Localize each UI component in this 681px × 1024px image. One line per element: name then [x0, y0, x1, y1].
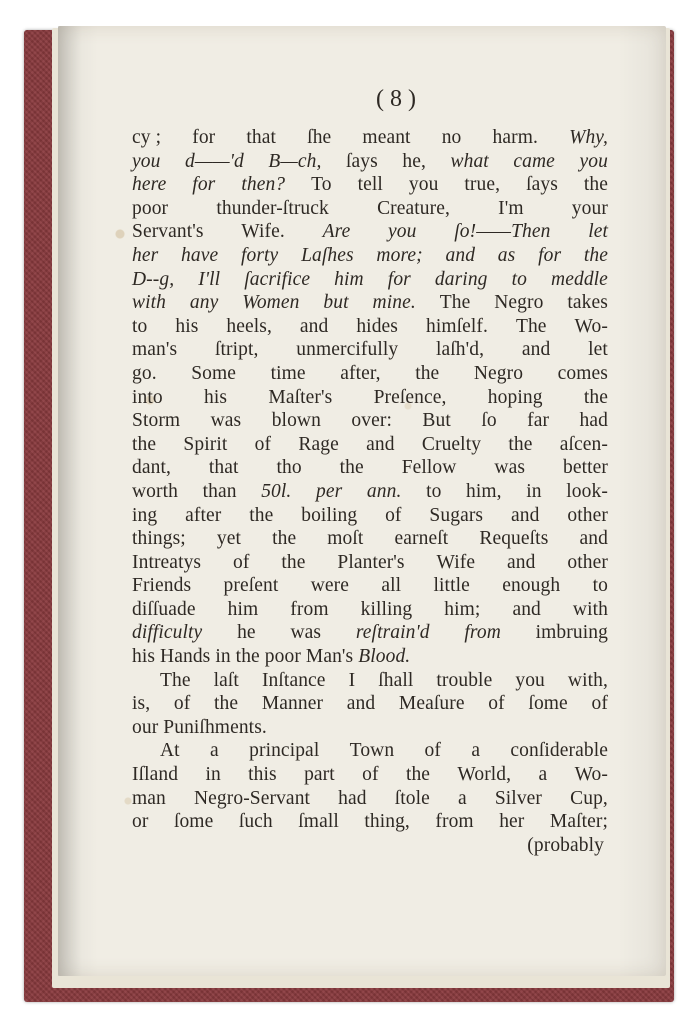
- word: comes: [557, 362, 608, 384]
- word: Spirit: [183, 433, 228, 455]
- italic-word: mine.: [372, 292, 416, 314]
- word: a: [457, 787, 467, 809]
- word: a: [210, 740, 219, 762]
- word: his: [204, 386, 228, 408]
- italic-word: from: [464, 622, 501, 644]
- italic-word: you: [132, 150, 161, 172]
- text-line: [132, 551, 608, 575]
- word: of: [362, 764, 379, 786]
- word: earneſt: [394, 528, 449, 550]
- word: the: [214, 693, 239, 715]
- word: this: [248, 764, 277, 786]
- italic-word: Are: [322, 221, 351, 243]
- word: that: [246, 127, 277, 148]
- word: of: [173, 693, 191, 715]
- word: no: [441, 127, 462, 148]
- italic-word: the: [583, 244, 608, 266]
- word: Negro: [494, 292, 544, 314]
- word: ſmall: [298, 811, 339, 833]
- italic-word: with: [132, 292, 166, 314]
- text-line: [132, 669, 608, 693]
- word: to: [592, 575, 608, 597]
- word: Wife: [436, 551, 476, 573]
- word: Fellow: [401, 457, 457, 479]
- text-line: [132, 763, 608, 787]
- text-line: [132, 126, 608, 150]
- word: ſhe: [307, 127, 332, 148]
- word: Town: [349, 740, 395, 762]
- word: ſome: [173, 811, 214, 833]
- italic-word: Why,: [569, 127, 608, 148]
- word: a: [471, 740, 481, 762]
- word: Negro: [473, 362, 524, 384]
- italic-word: meddle: [551, 268, 608, 290]
- italic-word: you: [388, 221, 417, 243]
- text-line: [132, 810, 608, 834]
- word: her: [499, 811, 525, 833]
- word: he: [237, 622, 256, 644]
- text-line: [132, 527, 608, 551]
- italic-word: B—ch,: [268, 150, 322, 172]
- word: laſt: [213, 669, 239, 691]
- text-line: [132, 645, 608, 669]
- text-line: [132, 739, 608, 763]
- word: to: [426, 480, 442, 502]
- word: and: [579, 528, 608, 550]
- word: and: [346, 693, 376, 715]
- text-line: [132, 220, 608, 244]
- word: tell: [357, 174, 383, 196]
- word: ſays: [526, 174, 558, 196]
- word: or: [132, 811, 149, 833]
- italic-word: Blood.: [353, 646, 411, 668]
- word: takes: [567, 292, 608, 314]
- word: Requeſts: [479, 528, 549, 550]
- italic-word: more;: [376, 244, 423, 266]
- italic-word: but: [323, 292, 349, 314]
- word: boiling: [301, 504, 358, 526]
- word: Preſence,: [373, 386, 447, 408]
- word: other: [567, 504, 608, 526]
- word: had: [338, 787, 367, 809]
- text-line: [132, 197, 608, 221]
- word: the: [281, 551, 306, 573]
- word: that: [208, 457, 239, 479]
- italic-word: ann.: [366, 480, 402, 502]
- word: thing,: [364, 811, 410, 833]
- word: better: [562, 457, 608, 479]
- word: man's: [132, 339, 178, 361]
- word: Intreatys: [132, 551, 202, 573]
- word: him;: [444, 598, 481, 620]
- text-line: [132, 386, 608, 410]
- page-number: ( 8 ): [376, 86, 416, 112]
- word: blown: [271, 410, 321, 432]
- word: was: [290, 622, 322, 644]
- word: than: [202, 480, 237, 502]
- text-line: [132, 291, 608, 315]
- word: was: [210, 410, 242, 432]
- word: into: [132, 386, 163, 408]
- word: the: [415, 362, 440, 384]
- word: enough: [502, 575, 561, 597]
- word: ſays: [346, 150, 378, 172]
- word: for: [192, 127, 216, 148]
- text-line: [132, 268, 608, 292]
- word: true,: [464, 174, 501, 196]
- text-line: [132, 150, 608, 174]
- word: his: [175, 315, 199, 337]
- text-line: [132, 244, 608, 268]
- word: Meaſure: [398, 693, 465, 715]
- word: Maſter's: [268, 386, 333, 408]
- word: Some: [191, 362, 237, 384]
- word: things;: [132, 528, 186, 550]
- word: The: [439, 292, 471, 314]
- italic-word: Laſhes: [301, 244, 354, 266]
- text-line: [132, 621, 608, 645]
- text-line: [132, 480, 608, 504]
- italic-word: him: [334, 268, 364, 290]
- word: all: [381, 575, 402, 597]
- word: our Puniſhments.: [132, 716, 267, 738]
- word: I'm: [498, 197, 524, 219]
- word: Cruelty: [421, 433, 482, 455]
- word: tho: [276, 457, 302, 479]
- word: diſſuade: [132, 598, 196, 620]
- word: Servant's: [132, 221, 204, 243]
- word: worth: [132, 480, 178, 502]
- word: thunder-ſtruck: [216, 197, 329, 219]
- word: of: [233, 551, 250, 573]
- word: ing: [132, 504, 158, 526]
- text-line: [132, 409, 608, 433]
- italic-word: ſacrifice: [244, 268, 311, 290]
- word: little: [433, 575, 470, 597]
- word: in: [205, 764, 221, 786]
- word: and: [299, 315, 329, 337]
- word: was: [494, 457, 526, 479]
- italic-word: d——'d: [185, 150, 244, 172]
- word: harm.: [492, 127, 538, 148]
- word: aſcen-: [559, 433, 608, 455]
- word: hoping: [487, 386, 543, 408]
- italic-word: per: [316, 480, 343, 502]
- page-text: [132, 126, 608, 857]
- italic-word: for: [538, 244, 562, 266]
- word: you: [408, 174, 439, 196]
- italic-word: I'll: [198, 268, 221, 290]
- text-line: [132, 504, 608, 528]
- word: Rage: [298, 433, 339, 455]
- word: the: [583, 386, 608, 408]
- word: trouble: [436, 669, 493, 691]
- word: laſh'd,: [436, 339, 485, 361]
- word: Negro-Servant: [193, 787, 311, 809]
- italic-word: reſtrain'd: [355, 622, 430, 644]
- word: let: [588, 339, 608, 361]
- word: Wife.: [241, 221, 285, 243]
- word: had: [579, 410, 608, 432]
- text-line: [132, 598, 608, 622]
- word: of: [254, 433, 272, 455]
- italic-word: difficulty: [132, 622, 203, 644]
- word: of: [591, 693, 608, 715]
- word: look-: [566, 480, 608, 502]
- word: imbruing: [535, 622, 608, 644]
- word: ſtole: [394, 787, 430, 809]
- italic-word: 50l.: [261, 480, 292, 502]
- italic-word: here: [132, 174, 167, 196]
- word: At: [160, 740, 180, 762]
- italic-word: what: [450, 150, 489, 172]
- word: conſiderable: [510, 740, 608, 762]
- word: poor: [132, 197, 169, 219]
- word: meant: [362, 127, 411, 148]
- word: of: [385, 504, 402, 526]
- italic-word: and: [445, 244, 476, 266]
- word: To: [311, 174, 332, 196]
- word: the: [249, 504, 274, 526]
- word: after,: [340, 362, 381, 384]
- word: Manner: [261, 693, 324, 715]
- italic-word: came: [513, 150, 555, 172]
- word: were: [310, 575, 350, 597]
- word: Storm: [132, 410, 181, 432]
- word: preſent: [223, 575, 279, 597]
- word: the: [272, 528, 297, 550]
- word: and: [366, 433, 395, 455]
- word: Iſland: [132, 764, 179, 786]
- word: with,: [567, 669, 608, 691]
- text-line: [132, 433, 608, 457]
- text-line: [132, 716, 608, 740]
- word: killing: [360, 598, 413, 620]
- word: you: [515, 669, 545, 691]
- word: ſtript,: [214, 339, 259, 361]
- italic-word: forty: [240, 244, 279, 266]
- word: and: [511, 504, 540, 526]
- italic-word: daring: [434, 268, 488, 290]
- word: I: [348, 669, 356, 691]
- word: he,: [402, 150, 426, 172]
- word: the: [508, 433, 533, 455]
- word: your: [571, 197, 608, 219]
- word: the: [405, 764, 431, 786]
- word: hides: [356, 315, 398, 337]
- word: from: [435, 811, 474, 833]
- word: to: [132, 315, 148, 337]
- word: ſuch: [238, 811, 273, 833]
- word: ſome: [528, 693, 568, 715]
- word: Friends: [132, 575, 192, 597]
- italic-word: D--g,: [132, 268, 175, 290]
- word: Wo-: [574, 764, 608, 786]
- word: Cup,: [570, 787, 608, 809]
- word: with: [572, 598, 608, 620]
- italic-word: then?: [241, 174, 286, 196]
- word: Creature,: [377, 197, 450, 219]
- word: moſt: [327, 528, 364, 550]
- italic-word: for: [192, 174, 216, 196]
- text-line: [132, 574, 608, 598]
- word: is,: [132, 693, 151, 715]
- word: cy ;: [132, 127, 162, 148]
- word: and: [507, 551, 536, 573]
- word: after: [185, 504, 222, 526]
- word: Silver: [494, 787, 543, 809]
- text-line: [132, 787, 608, 811]
- word: his Hands in the poor Man's: [132, 646, 354, 668]
- word: Inſtance: [261, 669, 326, 691]
- italic-word: Women: [242, 292, 300, 314]
- word: a: [538, 764, 548, 786]
- word: him: [227, 598, 259, 620]
- word: The: [515, 315, 547, 337]
- italic-word: to: [511, 268, 527, 290]
- word: and: [512, 598, 541, 620]
- word: Maſter;: [549, 811, 608, 833]
- word: World,: [457, 764, 512, 786]
- word: go.: [132, 362, 157, 384]
- word: heels,: [226, 315, 272, 337]
- word: over:: [351, 410, 392, 432]
- italic-word: any: [189, 292, 219, 314]
- italic-word: her: [132, 244, 159, 266]
- word: yet: [216, 528, 241, 550]
- word: dant,: [132, 457, 171, 479]
- word: of: [488, 693, 505, 715]
- italic-word: as: [497, 244, 516, 266]
- word: from: [290, 598, 329, 620]
- word: Sugars: [429, 504, 484, 526]
- word: The: [160, 669, 191, 691]
- word: himſelf.: [425, 315, 488, 337]
- text-line: [132, 692, 608, 716]
- italic-word: ſo!——Then: [454, 221, 551, 243]
- word: time: [270, 362, 306, 384]
- word: far: [527, 410, 550, 432]
- italic-word: for: [387, 268, 411, 290]
- word: Wo-: [574, 315, 608, 337]
- word: the: [339, 457, 364, 479]
- word: in: [526, 480, 542, 502]
- word: and: [521, 339, 551, 361]
- word: principal: [249, 740, 320, 762]
- italic-word: have: [181, 244, 219, 266]
- italic-word: let: [588, 221, 608, 243]
- word: But: [422, 410, 451, 432]
- text-line: [132, 173, 608, 197]
- word: part: [304, 764, 335, 786]
- word: the: [132, 433, 157, 455]
- catchword: (probably: [527, 834, 604, 856]
- italic-word: you: [579, 150, 608, 172]
- word: other: [567, 551, 608, 573]
- word: of: [424, 740, 441, 762]
- catchword-line: [132, 834, 608, 858]
- text-line: [132, 362, 608, 386]
- word: man: [132, 787, 166, 809]
- word: unmercifully: [296, 339, 399, 361]
- word: ſhall: [378, 669, 414, 691]
- word: ſo: [481, 410, 497, 432]
- text-line: [132, 456, 608, 480]
- text-line: [132, 338, 608, 362]
- word: Planter's: [337, 551, 405, 573]
- word: the: [583, 174, 608, 196]
- gutter-shadow: [58, 26, 82, 976]
- text-line: [132, 315, 608, 339]
- word: him,: [466, 480, 502, 502]
